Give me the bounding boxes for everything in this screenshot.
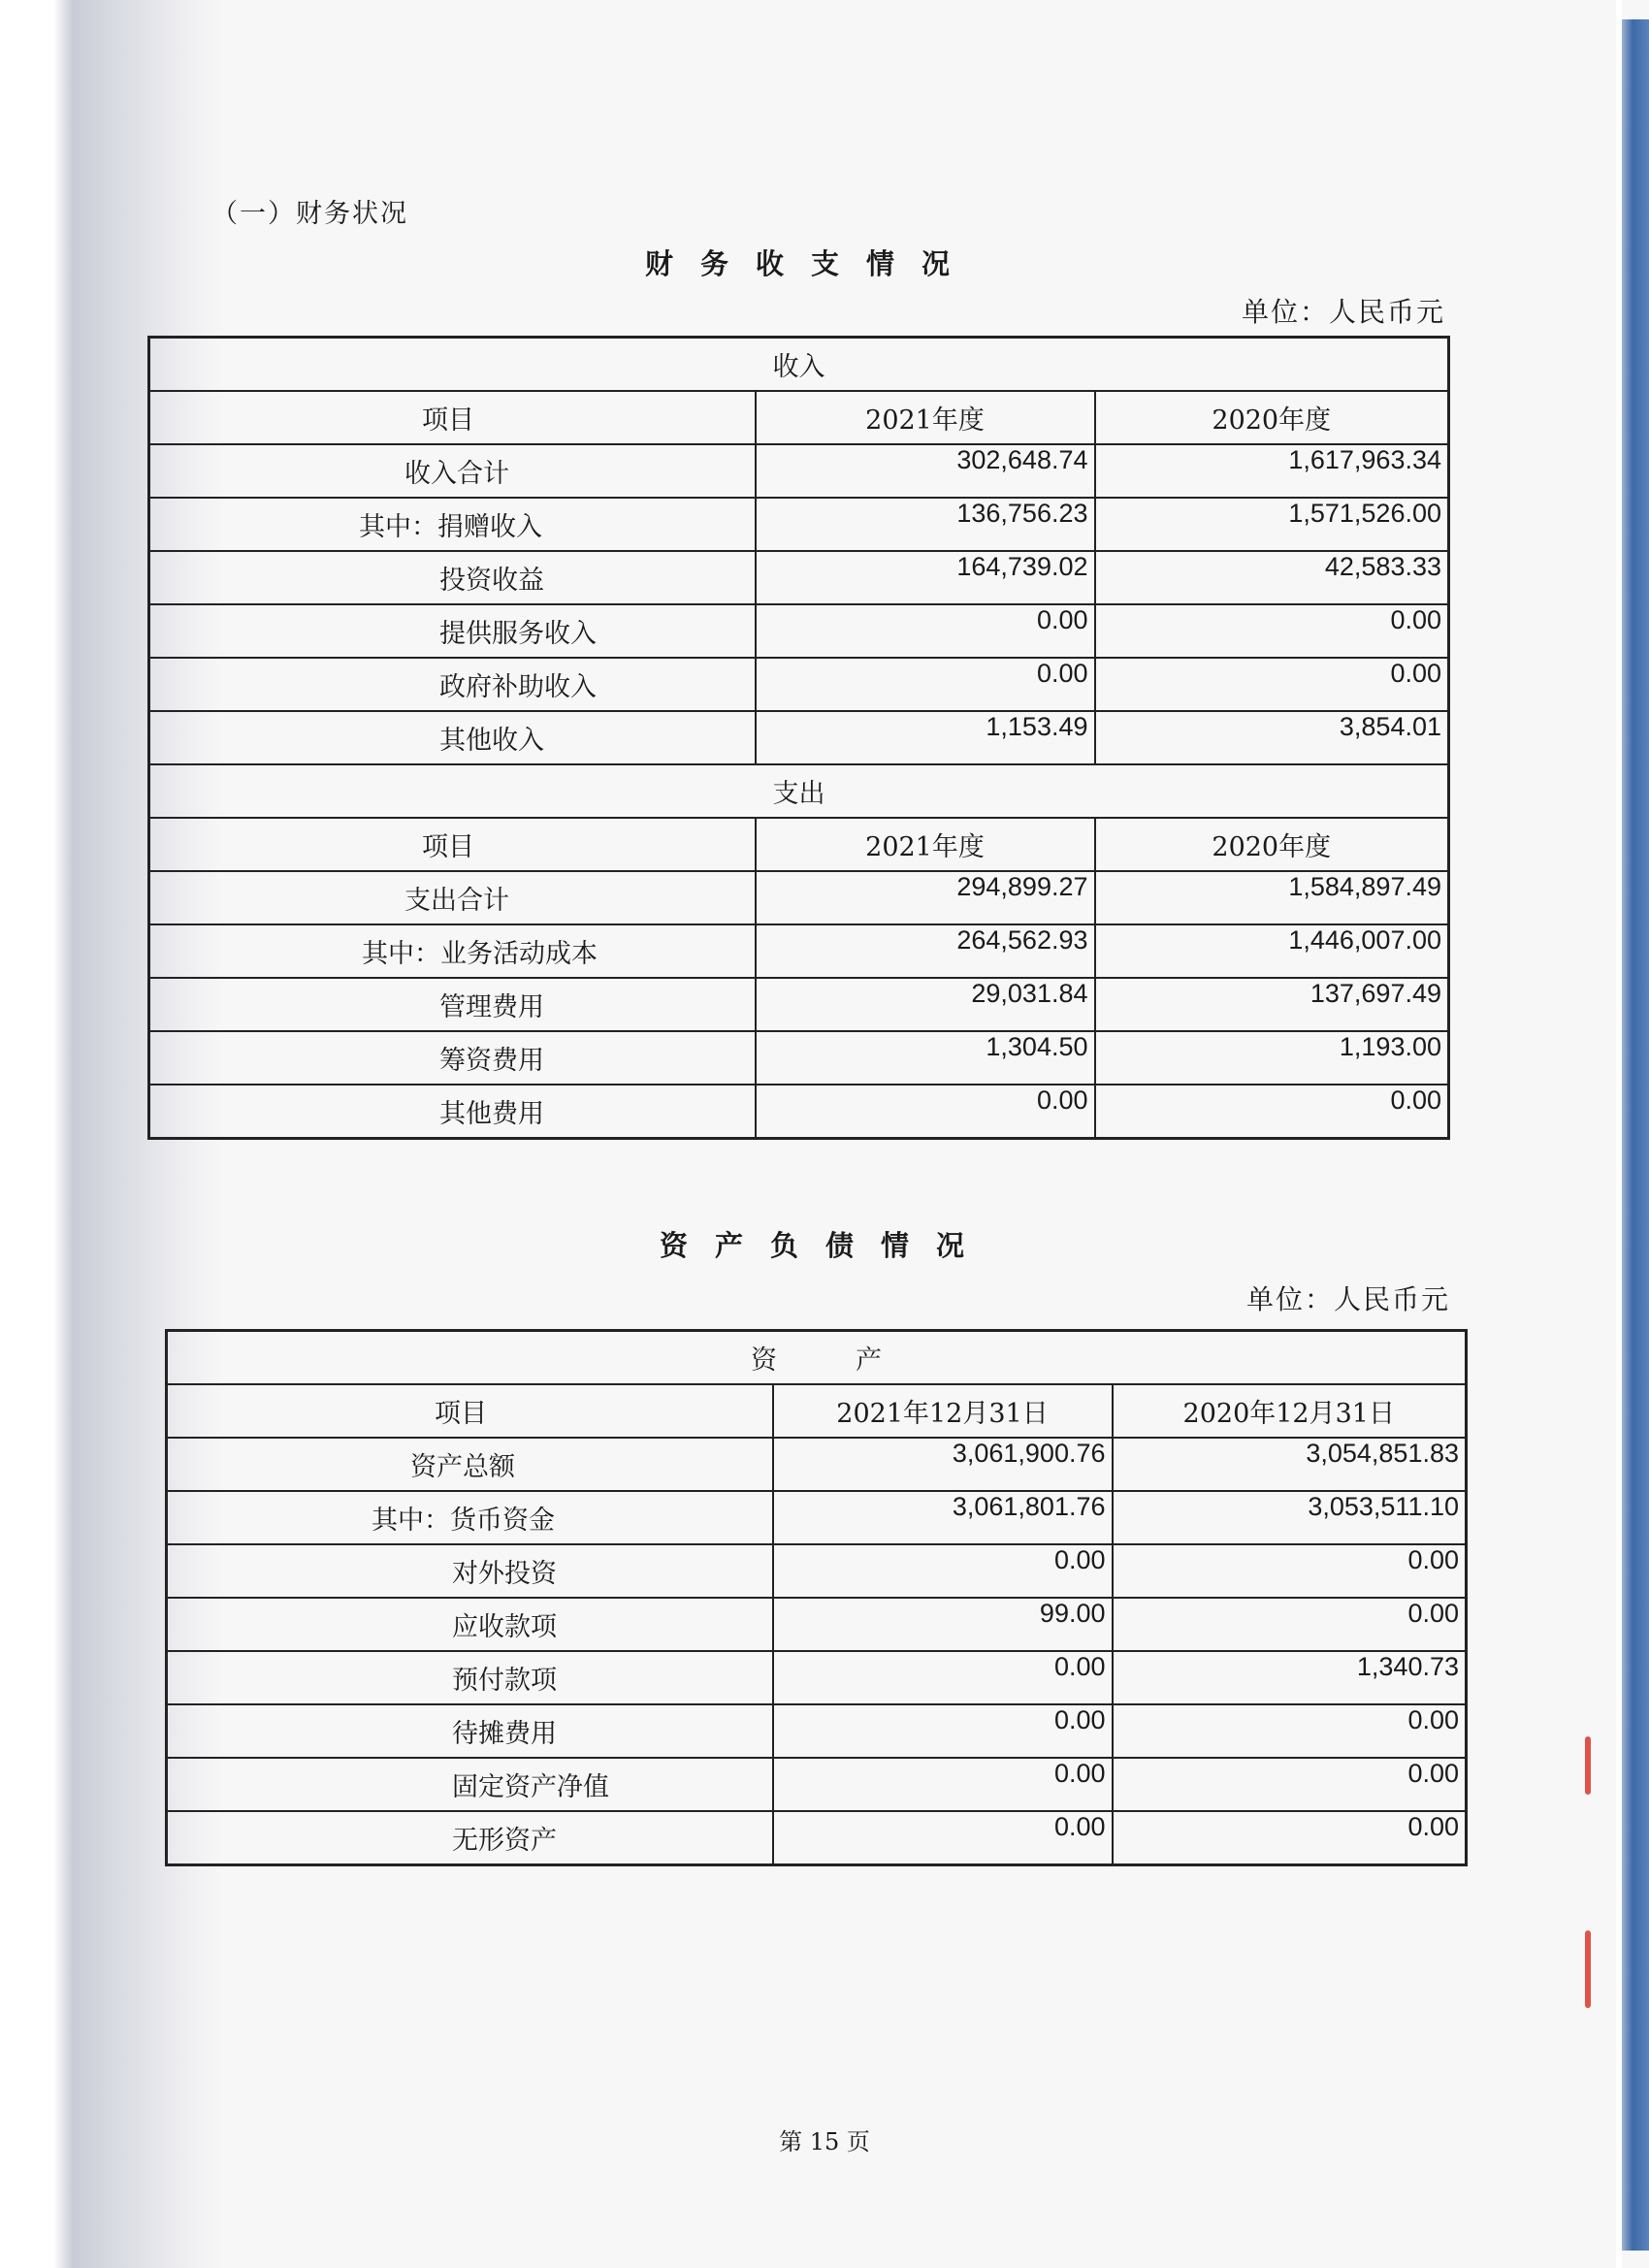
table-row [149,1031,1449,1085]
value-2020: 3,053,511.10 [1113,1491,1467,1544]
value-2021: 99.00 [773,1598,1113,1651]
value-2020: 0.00 [1113,1544,1467,1598]
row-label: 对外投资 [167,1544,773,1598]
value-2020: 0.00 [1113,1758,1467,1811]
row-label: 无形资产 [167,1811,773,1865]
column-header-2020: 2020年12月31日 [1113,1384,1467,1438]
assets-section-row [167,1331,1467,1385]
table-row [149,444,1449,498]
row-label: 政府补助收入 [149,658,756,711]
value-2021: 3,061,900.76 [773,1438,1113,1491]
row-label: 管理费用 [149,978,756,1031]
table-row [149,498,1449,551]
table-row [149,658,1449,711]
red-stamp-mark [1585,1736,1591,1795]
table-row [149,924,1449,978]
row-label: 提供服务收入 [149,604,756,658]
column-header-2020: 2020年度 [1095,391,1449,444]
assets-section-header: 资 产 [167,1331,1467,1385]
table-row [167,1704,1467,1758]
column-header-item: 项目 [149,818,756,871]
column-header-2021: 2021年度 [756,818,1095,871]
column-header-item: 项目 [167,1384,773,1438]
table-row [167,1598,1467,1651]
value-2021: 3,061,801.76 [773,1491,1113,1544]
row-label: 其中：业务活动成本 [149,924,756,978]
value-2020: 1,584,897.49 [1095,871,1449,924]
row-label: 固定资产净值 [167,1758,773,1811]
table-row [149,711,1449,764]
row-label: 其他费用 [149,1085,756,1139]
expense-section-header: 支出 [149,764,1449,818]
value-2020: 3,054,851.83 [1113,1438,1467,1491]
value-2021: 0.00 [773,1758,1113,1811]
table-row [149,978,1449,1031]
row-label: 待摊费用 [167,1704,773,1758]
value-2020: 0.00 [1113,1598,1467,1651]
value-2021: 0.00 [756,658,1095,711]
column-header-2021: 2021年12月31日 [773,1384,1113,1438]
table-row [167,1438,1467,1491]
column-header-item: 项目 [149,391,756,444]
balance-column-header-row [167,1384,1467,1438]
value-2021: 0.00 [756,1085,1095,1139]
balance-sheet-title: 资产负债情况 [660,1229,992,1262]
value-2021: 294,899.27 [756,871,1095,924]
column-header-2020: 2020年度 [1095,818,1449,871]
value-2020: 1,340.73 [1113,1651,1467,1704]
row-label: 投资收益 [149,551,756,604]
table-row [149,604,1449,658]
expense-section-row [149,764,1449,818]
balance-unit: 单位：人民币元 [1246,1283,1451,1315]
value-2021: 0.00 [773,1704,1113,1758]
red-stamp-mark [1585,1930,1591,2008]
value-2020: 0.00 [1095,604,1449,658]
row-label: 其中：货币资金 [167,1491,773,1544]
value-2021: 1,304.50 [756,1031,1095,1085]
row-label: 资产总额 [167,1438,773,1491]
value-2021: 136,756.23 [756,498,1095,551]
table-row [149,1085,1449,1139]
income-unit: 单位：人民币元 [1242,296,1446,328]
value-2020: 0.00 [1113,1704,1467,1758]
table-row [167,1491,1467,1544]
value-2021: 164,739.02 [756,551,1095,604]
row-label: 应收款项 [167,1598,773,1651]
value-2020: 1,446,007.00 [1095,924,1449,978]
column-header-2021: 2021年度 [756,391,1095,444]
value-2021: 0.00 [773,1544,1113,1598]
expense-column-header-row [149,818,1449,871]
page-number: 第 15 页 [779,2128,870,2155]
value-2021: 302,648.74 [756,444,1095,498]
value-2020: 3,854.01 [1095,711,1449,764]
balance-sheet-table [165,1329,1468,1866]
value-2021: 264,562.93 [756,924,1095,978]
table-row [167,1544,1467,1598]
table-row [167,1811,1467,1865]
value-2020: 0.00 [1095,658,1449,711]
row-label: 筹资费用 [149,1031,756,1085]
income-section-header: 收入 [149,338,1449,392]
row-label: 支出合计 [149,871,756,924]
binding-edge [1622,19,1649,2251]
row-label: 其中：捐赠收入 [149,498,756,551]
row-label: 预付款项 [167,1651,773,1704]
value-2021: 0.00 [773,1651,1113,1704]
value-2021: 0.00 [756,604,1095,658]
income-section-row [149,338,1449,392]
table-row [167,1758,1467,1811]
value-2021: 1,153.49 [756,711,1095,764]
value-2021: 0.00 [773,1811,1113,1865]
value-2020: 1,617,963.34 [1095,444,1449,498]
section-heading: （一）财务状况 [211,199,408,229]
value-2020: 0.00 [1095,1085,1449,1139]
value-2020: 137,697.49 [1095,978,1449,1031]
income-statement-table [147,336,1450,1140]
row-label: 其他收入 [149,711,756,764]
value-2020: 1,571,526.00 [1095,498,1449,551]
table-row [149,551,1449,604]
table-row [149,871,1449,924]
value-2020: 1,193.00 [1095,1031,1449,1085]
value-2020: 0.00 [1113,1811,1467,1865]
income-statement-title: 财务收支情况 [645,247,978,280]
row-label: 收入合计 [149,444,756,498]
value-2020: 42,583.33 [1095,551,1449,604]
income-column-header-row [149,391,1449,444]
value-2021: 29,031.84 [756,978,1095,1031]
table-row [167,1651,1467,1704]
